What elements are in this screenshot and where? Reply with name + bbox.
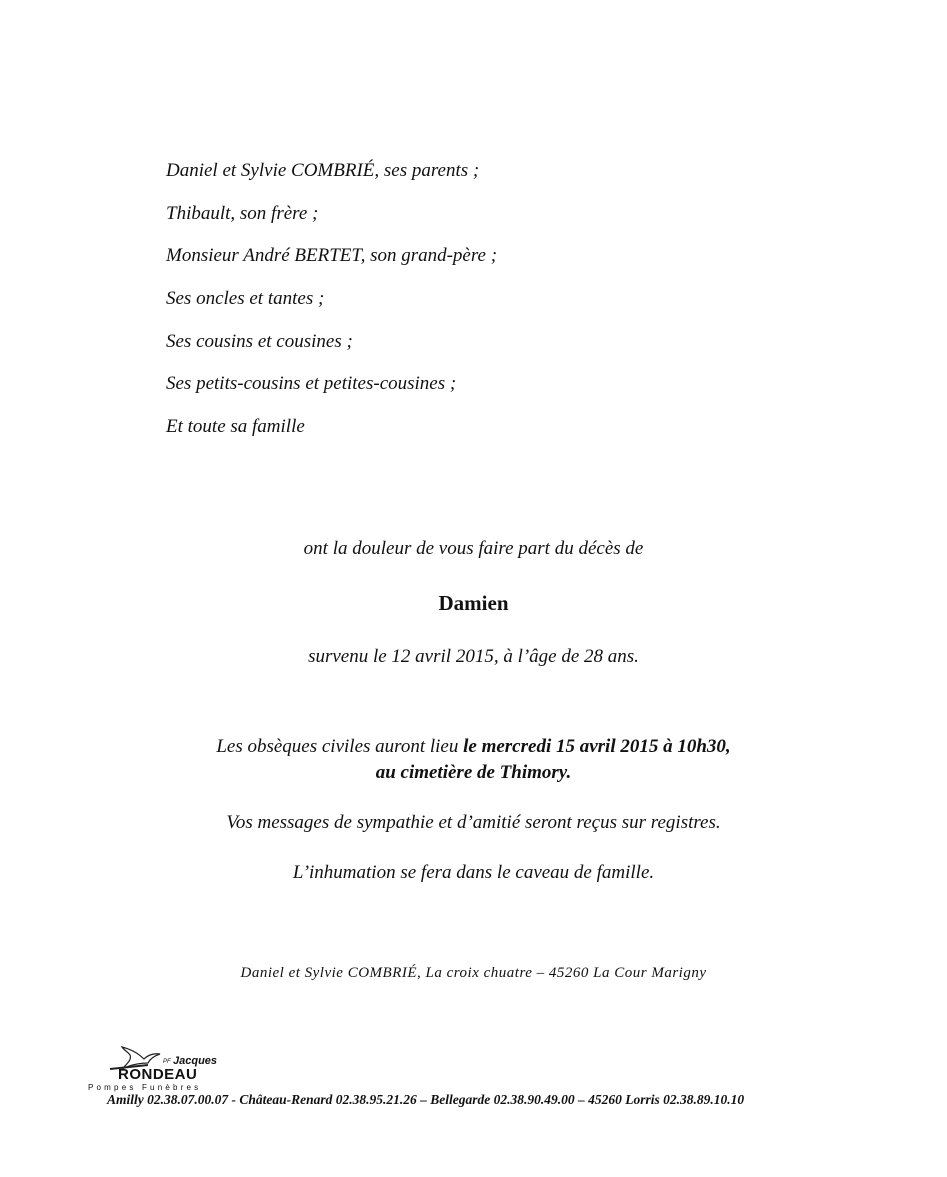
family-line: Daniel et Sylvie COMBRIÉ, ses parents ; [166, 160, 480, 181]
messages-note: Vos messages de sympathie et d’amitié seront reçus sur registres. [226, 812, 721, 833]
family-line: Et toute sa famille [166, 416, 305, 438]
logo-prefix: PF [163, 1059, 171, 1065]
burial-note: L’inhumation se fera dans le caveau de famille. [292, 862, 655, 883]
family-line: Thibault, son frère ; [166, 202, 319, 224]
deceased-name: Damien [438, 591, 509, 615]
funeral-intro: Les obsèques civiles auront lieu [216, 736, 464, 757]
family-line: Monsieur André BERTET, son grand-père ; [166, 245, 498, 267]
family-line: Ses cousins et cousines ; [166, 330, 353, 352]
contact-address: Daniel et Sylvie COMBRIÉ, La croix chuatre – 45260 La Cour Marigny [240, 965, 707, 981]
logo-first-name: Jacques [173, 1055, 218, 1067]
death-info: survenu le 12 avril 2015, à l’âge de 28 ans. [308, 646, 639, 667]
funeral-when: le mercredi 15 avril 2015 à 10h30, [463, 736, 731, 757]
family-list [166, 150, 497, 449]
funeral-where: au cimetière de Thimory. [375, 762, 572, 783]
logo-tagline: Pompes Funèbres [88, 1083, 202, 1092]
family-line: Ses petits-cousins et petites-cousines ; [166, 373, 457, 395]
funeral-info [0, 734, 947, 786]
footer-contacts: Amilly 02.38.07.00.07 - Château-Renard 02.38.95.21.26 – Bellegarde 02.38.90.49.00 – 45260 Lorris 02.38.89.10.10 [107, 1092, 745, 1107]
family-line: Ses oncles et tantes ; [166, 288, 325, 310]
logo-brand: RONDEAU [118, 1066, 198, 1083]
rondeau-logo [88, 1045, 220, 1095]
announcement-text: ont la douleur de vous faire part du décès de [303, 538, 644, 559]
